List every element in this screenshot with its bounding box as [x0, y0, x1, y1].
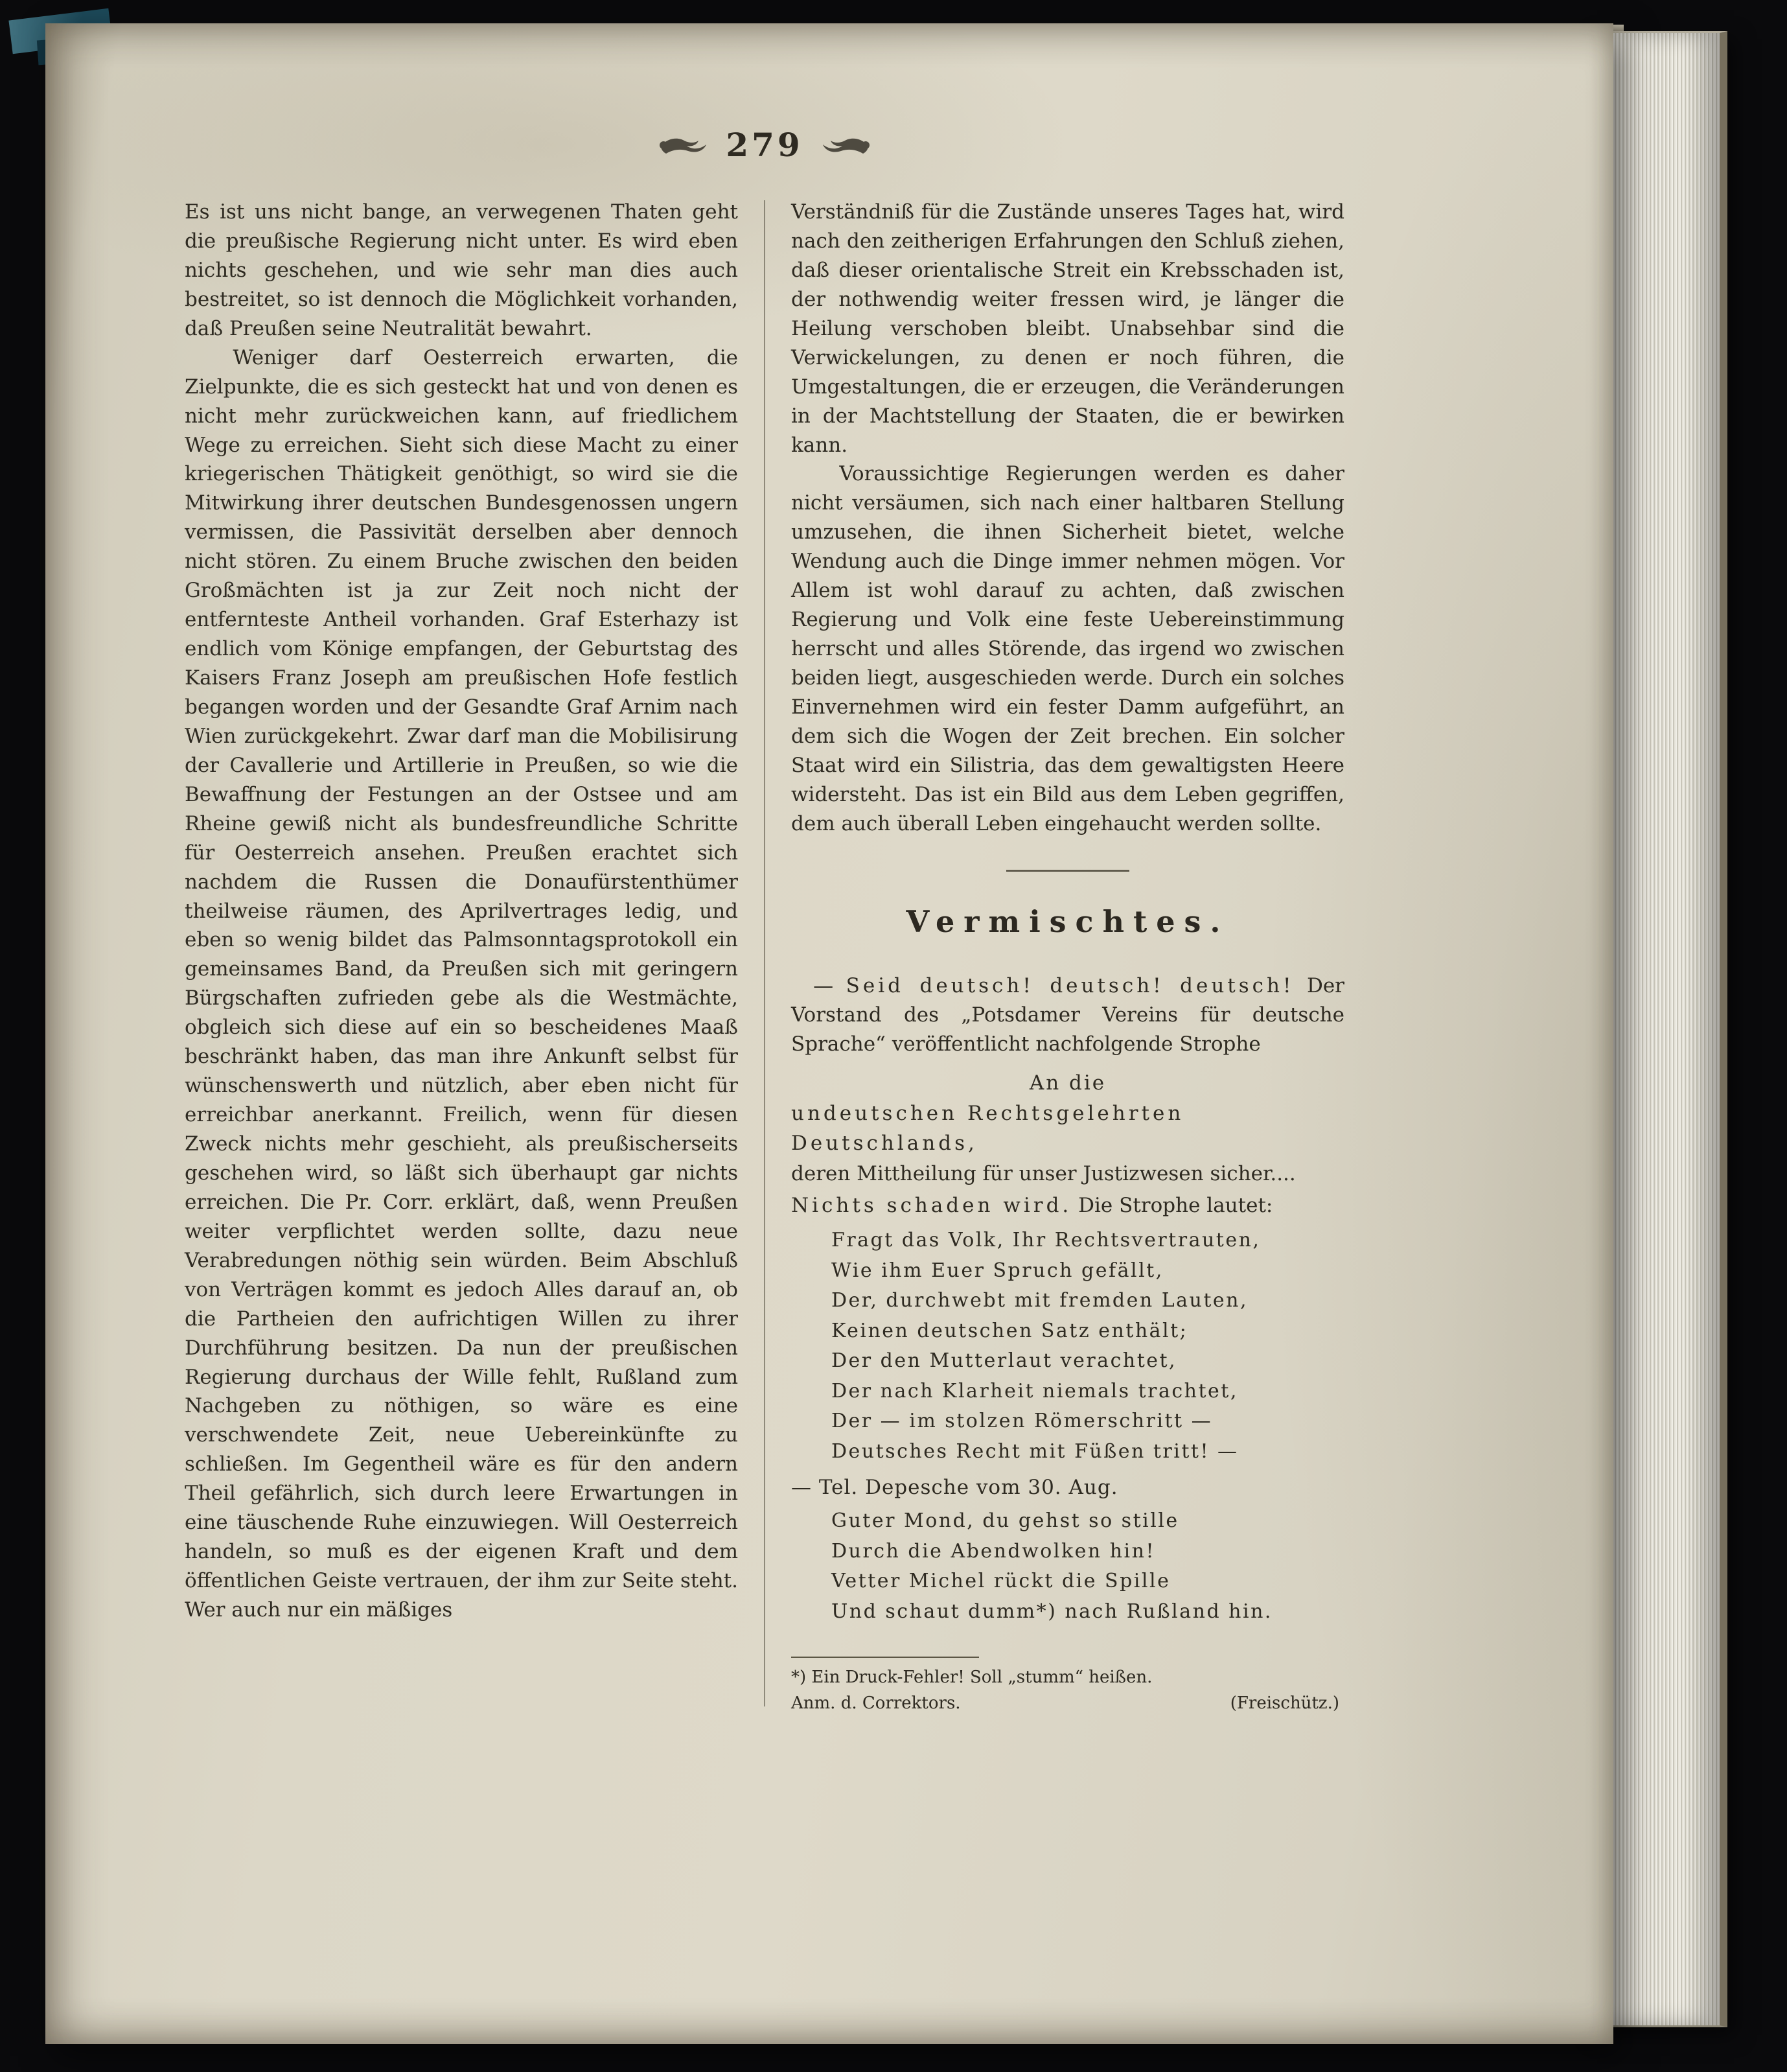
poem-line: Guter Mond, du gehst so stille: [831, 1509, 1179, 1532]
poem-line: Der — im stolzen Römerschritt —: [831, 1410, 1213, 1433]
intro-rest: Der Vorstand des „Potsdamer Vereins für deutsche Sprache“ veröffentlicht nachfolgende Strophe: [791, 974, 1344, 1056]
poem-line: Und schaut dumm*) nach Rußland hin.: [831, 1600, 1273, 1623]
paper-page: [45, 23, 1613, 2044]
page-number: 279: [726, 126, 803, 164]
intro-dash: —: [813, 974, 846, 998]
right-column: [791, 198, 1344, 1716]
address-line: deren Mittheilung für unser Justizwesen sicher....: [791, 1161, 1296, 1185]
poem-strophe: [831, 1226, 1344, 1467]
poem-line: Durch die Abendwolken hin!: [831, 1539, 1156, 1563]
lead-in-rest: Die Strophe lautet:: [1072, 1194, 1273, 1218]
footnote-rule: [791, 1657, 979, 1658]
poem-line: Der nach Klarheit niemals trachtet,: [831, 1379, 1238, 1403]
header-ornament-right-icon: [820, 134, 871, 156]
misc-intro: [791, 972, 1344, 1059]
strophe-lead-in: [791, 1191, 1344, 1220]
intro-emphasis: Seid deutsch! deutsch! deutsch!: [846, 974, 1295, 998]
poem-line: Fragt das Volk, Ihr Rechtsvertrauten,: [831, 1229, 1261, 1252]
poem-line: Vetter Michel rückt die Spille: [831, 1570, 1171, 1592]
paragraph: Weniger darf Oesterreich erwarten, die Zielpunkte, die es sich gesteckt hat und von denen es nicht mehr zurückweichen kann, auf friedlichem Wege zu erreichen. Sieht sich diese Macht zu einer kriegerischen Thätigkeit genöthigt, so wird sie die Mitwirkung ihrer deutschen Bundesgenossen ungern vermissen, die Passivität derselben aber dennoch nicht stören. Zu einem Bruche zwischen den beiden Großmächten ist ja zur Zeit noch nicht der entfernteste Antheil vorhanden. Graf Esterhazy ist endlich vom Könige empfangen, der Geburtstag des Kaisers Franz Joseph am preußischen Hofe festlich begangen worden und der Gesandte Graf Arnim nach Wien zurückgekehrt. Zwar darf man die Mobilisirung der Cavallerie und Artillerie in Preußen, so wie die Bewaffnung der Festungen an der Ostsee und am Rheine gewiß nicht als bundesfreundliche Schritte für Oesterreich ansehen. Preußen erachtet sich nachdem die Russen die Donaufürstenthümer theilweise räumen, des Aprilvertrages ledig, und eben so wenig bildet das Palmsonntagsprotokoll ein gemeinsames Band, da Preußen sich mit geringern Bürgschaften zufrieden gebe als die Westmächte, obgleich sich diese auf ein so bescheidenes Maaß beschränkt haben, das man ihre Ankunft selbst für wünschenswerth und nützlich, aber eben nicht für erreichbar anerkannt. Freilich, wenn für diesen Zweck nichts mehr geschieht, als preußischerseits geschehen wird, so läßt sich überhaupt gar nichts erreichen. Die Pr. Corr. erklärt, daß, wenn Preußen weiter verpflichtet werden sollte, dazu neue Verabredungen nöthig sein würden. Beim Abschluß von Verträgen kommt es jedoch Alles darauf an, ob die Partheien den aufrichtigen Willen zu ihrer Durchführung besitzen. Da nun der preußischen Regierung durchaus der Wille fehlt, Rußland zum Nachgeben zu nöthigen, so wäre es eine verschwendete Zeit, neue Uebereinkünfte zu schließen. Im Gegentheil wäre es für den andern Theil gefährlich, sich durch leere Erwartungen in eine täuschende Ruhe einzuwiegen. Will Oesterreich handeln, so muß es der eigenen Kraft und dem öffentlichen Geiste vertrauen, der ihm zur Seite steht. Wer auch nur ein mäßiges: [185, 345, 738, 1622]
poem-line: Der den Mutterlaut verachtet,: [831, 1349, 1177, 1373]
paragraph: Es ist uns nicht bange, an verwegenen Thaten geht die preußische Regierung nicht unter. Es wird eben nichts geschehen, und wie sehr man dies auch bestreitet, so ist dennoch die Möglichkeit vorhanden, daß Preußen seine Neutralität bewahrt.: [185, 200, 738, 340]
address-line: An die: [1029, 1071, 1107, 1095]
footnote-source: (Freischütz.): [1230, 1693, 1339, 1713]
paragraph: Verständniß für die Zustände unseres Tages hat, wird nach den zeitherigen Erfahrungen den Schluß ziehen, daß dieser orientalische Streit ein Krebsschaden ist, der nothwendig weiter fressen wird, je länger die Heilung verschoben bleibt. Unabsehbar sind die Verwickelungen, zu denen er noch führen, die Umgestaltungen, die er erzeugen, die Veränderungen in der Machtstellung der Staaten, die er bewirken kann.: [791, 200, 1344, 457]
address-line: undeutschen Rechtsgelehrten Deutschlands,: [791, 1101, 1184, 1156]
poem-line: Keinen deutschen Satz enthält;: [831, 1319, 1188, 1342]
book-page-scan: [45, 23, 1727, 2044]
lead-in-emphasis: Nichts schaden wird.: [791, 1194, 1072, 1218]
footnote-text: *) Ein Druck-Fehler! Soll „stumm“ heißen.: [791, 1668, 1153, 1687]
poem-line: Wie ihm Euer Spruch gefällt,: [831, 1259, 1164, 1282]
left-column: [185, 198, 738, 1716]
text-columns: [185, 198, 1344, 1716]
header-ornament-left-icon: [658, 134, 709, 156]
page-header: [185, 126, 1344, 164]
poem-line: Der, durchwebt mit fremden Lauten,: [831, 1289, 1249, 1312]
page-content: [185, 126, 1344, 1716]
footnote-attribution: Anm. d. Correktors.: [791, 1693, 961, 1713]
telegram-heading: — Tel. Depesche vom 30. Aug.: [791, 1476, 1118, 1500]
telegram-poem: [831, 1506, 1344, 1627]
footnote-block: [791, 1657, 1344, 1716]
poem-line: Deutsches Recht mit Füßen tritt! —: [831, 1439, 1239, 1463]
footnote-row: [791, 1692, 1344, 1716]
poem-address: [791, 1068, 1344, 1189]
section-title: Vermischtes.: [906, 903, 1230, 939]
section-divider: [1006, 870, 1129, 872]
paragraph: Voraussichtige Regierungen werden es daher nicht versäumen, sich nach einer haltbaren Stellung umzusehen, die ihnen Sicherheit bietet, welche Wendung auch die Dinge immer nehmen mögen. Vor Allem ist wohl darauf zu achten, daß zwischen Regierung und Volk eine feste Uebereinstimmung herrscht und alles Störende, das irgend wo zwischen beiden liegt, ausgeschieden werde. Durch ein solches Einvernehmen wird ein fester Damm aufgeführt, an dem sich die Wogen der Zeit brechen. Ein solcher Staat wird ein Silistria, das dem gewaltigsten Heere widersteht. Das ist ein Bild aus dem Leben gegriffen, dem auch überall Leben eingehaucht werden sollte.: [791, 462, 1344, 835]
